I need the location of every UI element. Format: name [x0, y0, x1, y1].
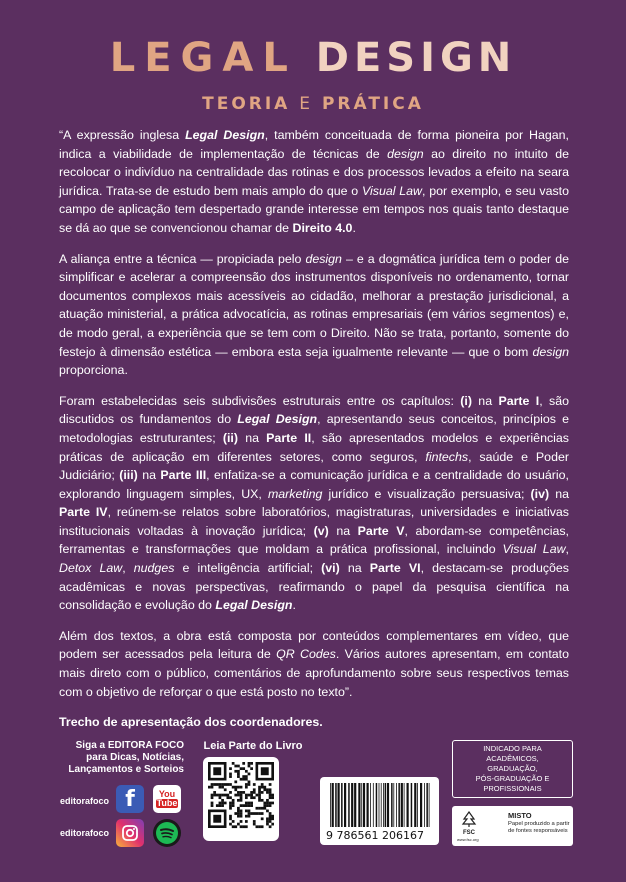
fsc-url: www.fsc.org — [457, 837, 479, 842]
text-run: e inteligência artificial; — [174, 561, 322, 576]
fsc-label — [452, 806, 573, 846]
audience-line-1: INDICADO PARA — [483, 744, 542, 753]
text-run: , abordam-se competências, ferramentas e transformações que moldam a prática profissional, incluindo — [59, 523, 569, 557]
book-title — [0, 34, 626, 82]
subtitle-e: E — [299, 94, 314, 114]
text-run: , saúde e Poder Judiciário; — [59, 449, 569, 483]
credit-line: Trecho de apresentação dos coordenadores. — [59, 715, 323, 730]
target-audience-box — [452, 740, 573, 798]
audience-line-4: PÓS-GRADUAÇÃO E — [475, 774, 550, 783]
text-run: , — [122, 561, 134, 576]
back-cover-text — [59, 126, 569, 744]
emphasis-run: design — [305, 251, 342, 266]
emphasis-run: Parte II — [266, 430, 312, 445]
text-run: , apresentando seus conceitos, princípios e metodologias estruturantes; — [59, 412, 569, 445]
emphasis-run: Parte I — [498, 393, 540, 408]
text-run: jurídico e visualização persuasiva; — [322, 486, 531, 501]
text-run: proporciona. — [59, 363, 128, 378]
text-run: , — [565, 542, 569, 557]
title-word-design: DESIGN — [315, 35, 517, 81]
emphasis-run: Parte VI — [369, 561, 421, 576]
text-run: na — [328, 523, 358, 538]
emphasis-run: QR Codes — [276, 647, 336, 662]
youtube-label-2: Tube — [156, 798, 178, 808]
text-run: na — [471, 393, 499, 408]
emphasis-run: Parte V — [357, 523, 405, 538]
spotify-icon[interactable] — [153, 819, 181, 847]
social-handle-1: editorafoco — [60, 796, 110, 806]
emphasis-run: (i) — [460, 393, 472, 408]
subtitle-teoria: TEORIA — [202, 94, 291, 114]
text-run: , também conceituada de forma pioneira por Hagan, indica a viabilidade de implementação de técnicas de — [59, 128, 570, 161]
audience-line-3: GRADUAÇÃO, — [487, 764, 538, 773]
isbn-number: 9 786561 206167 — [326, 829, 424, 842]
emphasis-run: Parte IV — [59, 505, 108, 520]
text-run: , são discutidos os fundamentos do — [59, 393, 569, 427]
text-run: . — [352, 220, 356, 235]
text-run: , são apresentados modelos e experiências práticas de aplicação em diferentes setores, como seguros, — [59, 430, 570, 464]
follow-line-1: Siga a EDITORA FOCO — [75, 740, 184, 751]
follow-text — [54, 740, 184, 776]
audience-line-5: PROFISSIONAIS — [483, 784, 542, 793]
fsc-title: MISTO — [508, 811, 532, 820]
emphasis-run: (vi) — [321, 561, 340, 576]
emphasis-run: Parte III — [160, 468, 207, 483]
emphasis-run: (v) — [313, 523, 329, 538]
emphasis-run: (ii) — [222, 430, 238, 445]
read-sample-label: Leia Parte do Livro — [203, 740, 303, 752]
text-run: , reúnem-se relatos sobre laboratórios, magistraturas, universidades e iniciativas institucionais voltadas à inovação jurídica; — [59, 505, 569, 538]
title-word-legal: LEGAL — [109, 35, 297, 81]
text-run: na — [137, 468, 161, 483]
emphasis-run: Detox Law — [59, 561, 123, 576]
text-run: , enfatiza-se a comunicação jurídica e a centralidade do usuário, explorando linguagem simples, UX, — [59, 468, 569, 501]
paragraph-4 — [59, 627, 569, 701]
youtube-label-1: You — [158, 789, 176, 799]
isbn-barcode — [320, 777, 439, 845]
emphasis-run: fintechs — [425, 449, 469, 464]
emphasis-run: Visual Law — [502, 542, 566, 557]
emphasis-run: Legal Design — [185, 128, 265, 142]
emphasis-run: (iv) — [530, 486, 550, 501]
text-run: ao direito no intuito de recolocar o indivíduo na centralidade das rotinas e dos processos levados a efeito na seara jurídica. Trata-se de estudo bem mais amplo do que o — [59, 146, 569, 198]
paragraph-3 — [59, 392, 569, 615]
follow-line-3: Lançamentos e Sorteios — [68, 764, 184, 775]
text-run: na — [549, 486, 569, 501]
emphasis-run: design — [532, 344, 569, 359]
book-subtitle — [0, 94, 626, 114]
instagram-icon[interactable] — [116, 819, 144, 847]
follow-line-2: para Dicas, Notícias, — [86, 752, 184, 763]
emphasis-run: marketing — [267, 486, 323, 501]
social-handle-2: editorafoco — [60, 828, 110, 838]
emphasis-run: Direito 4.0 — [292, 220, 353, 235]
emphasis-run: Legal Design — [237, 412, 318, 427]
audience-line-2: ACADÊMICOS, — [486, 754, 539, 763]
fsc-tree-icon — [458, 811, 480, 835]
facebook-icon[interactable]: f — [116, 785, 144, 813]
emphasis-run: design — [387, 146, 424, 161]
text-run: “A expressão inglesa — [59, 128, 186, 142]
youtube-icon[interactable] — [153, 785, 181, 813]
text-run: . Vários autores apresentam, em contato mais direto com o público, comentários de aprofundamento sobre seus respectivos temas com o objetivo de reforçar o que está posto no texto”. — [59, 647, 569, 699]
emphasis-run: (iii) — [119, 468, 138, 483]
emphasis-run: nudges — [133, 561, 175, 576]
paragraph-2 — [59, 250, 569, 380]
text-run: , destacam-se produções acadêmicas e novas perspectivas, reafirmando o papel da pesquisa científica na consolidação e evolução do — [59, 561, 570, 613]
text-run: , por exemplo, e seu vasto campo de aplicação tem despertado grande interesse em tempos nos quais tanto destaque se dá ao que se convencionou chamar de — [59, 183, 569, 235]
fsc-logo-text: FSC — [463, 830, 475, 836]
qr-code[interactable] — [203, 757, 279, 841]
subtitle-pratica: PRÁTICA — [321, 94, 424, 114]
text-run: Foram estabelecidas seis subdivisões estruturais entre os capítulos: — [59, 393, 461, 408]
text-run: na — [238, 430, 267, 445]
text-run: Além dos textos, a obra está composta por conteúdos complementares em vídeo, que podem ser acessados pela leitura de — [59, 628, 569, 662]
emphasis-run: Legal Design — [215, 598, 293, 613]
text-run: A aliança entre a técnica — propiciada pelo — [59, 251, 306, 266]
text-run: – e a dogmática jurídica tem o poder de simplificar e acelerar a compreensão dos instrumentos disponíveis no ordenamento, tornar documentos complexos mais acessíveis ao cidadão, melhorar a prestação jurisdicional, a atuação ministerial, a prática advocatícia, as rotinas empresariais (em vários segmentos) e, de modo geral, a experiência que se tem com o Direito. Não se trata, portanto, somente do festejo à dimensão estética — embora esta seja igualmente relevante — que o bom — [59, 251, 569, 359]
barcode-graphic — [320, 779, 439, 831]
qr-code-graphic — [208, 762, 274, 836]
text-run: . — [292, 598, 296, 613]
paragraph-1 — [59, 126, 569, 238]
fsc-text: Papel produzido a partir de fontes responsáveis — [508, 821, 570, 834]
text-run: na — [339, 561, 370, 576]
emphasis-run: Visual Law — [361, 183, 422, 198]
